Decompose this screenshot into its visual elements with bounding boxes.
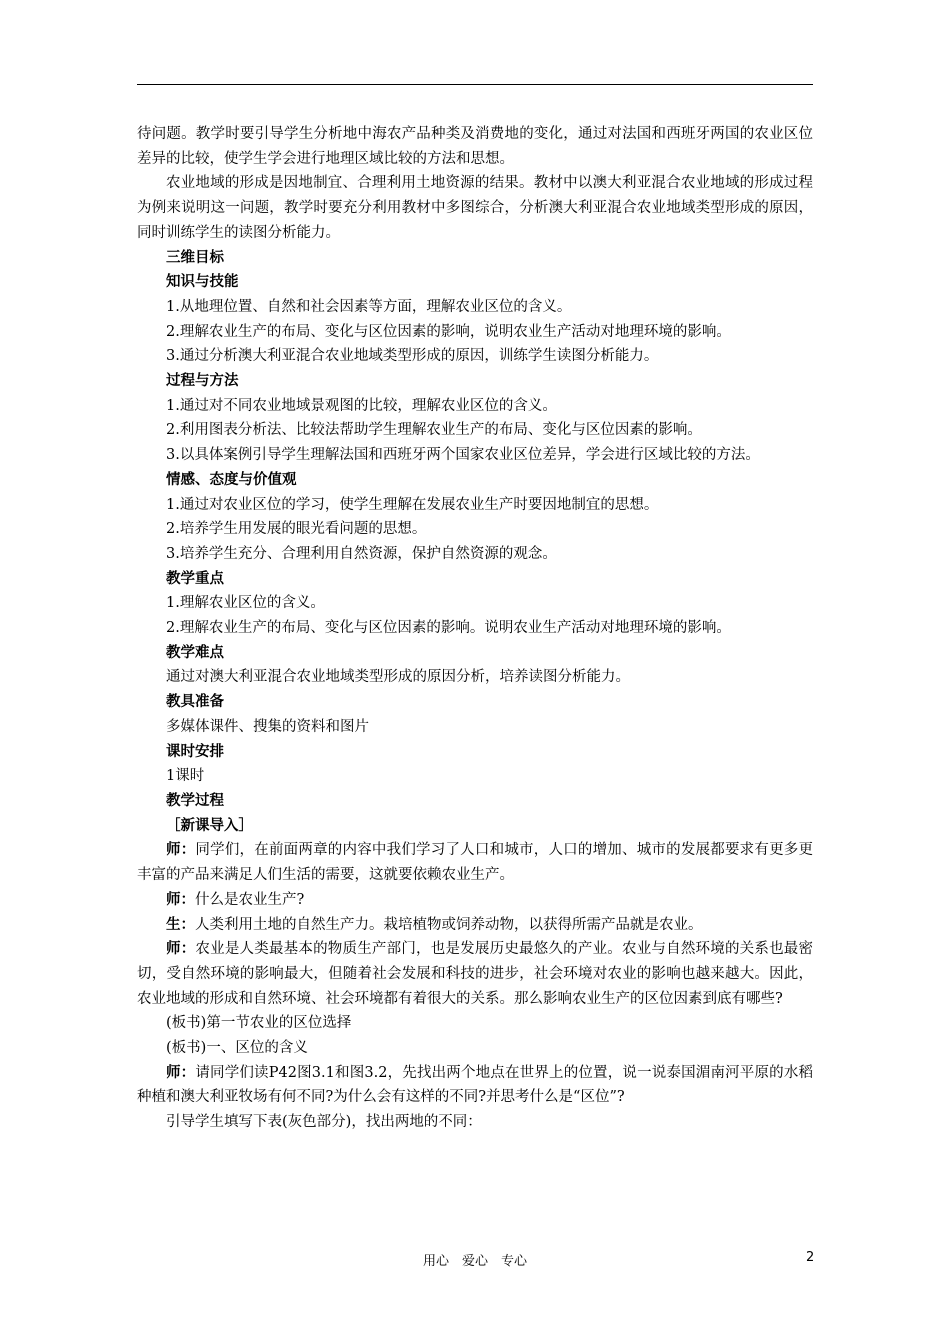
speaker-label: 师：: [166, 941, 196, 958]
body-paragraph: 3.通过分析澳大利亚混合农业地域类型形成的原因，训练学生读图分析能力。: [166, 348, 659, 365]
body-paragraph: 待问题。教学时要引导学生分析地中海农产品种类及消费地的变化，通过对法国和西班牙两国的农业区位差异的比较，使学生学会进行地理区域比较的方法和思想。: [137, 126, 813, 167]
dialogue-line: [137, 937, 813, 1011]
section-heading: 课时安排: [166, 743, 224, 760]
dialogue-line: [137, 913, 813, 938]
header-rule: [137, 84, 813, 85]
section-heading: 过程与方法: [166, 373, 239, 390]
section-heading: 教学重点: [166, 570, 224, 587]
body-paragraph: 通过对澳大利亚混合农业地域类型形成的原因分析，培养读图分析能力。: [166, 669, 630, 686]
body-paragraph: 2.培养学生用发展的眼光看问题的思想。: [166, 521, 427, 538]
speaker-label: 师：: [166, 891, 195, 908]
speaker-label: 生：: [166, 916, 195, 933]
body-paragraph: 2.理解农业生产的布局、变化与区位因素的影响，说明农业生产活动对地理环境的影响。: [166, 323, 731, 340]
dialogue-line: [137, 888, 813, 913]
body-paragraph: 3.培养学生充分、合理利用自然资源，保护自然资源的观念。: [166, 545, 557, 562]
body-paragraph: 农业地域的形成是因地制宜、合理利用土地资源的结果。教材中以澳大利亚混合农业地域的形成过程为例来说明这一问题，教学时要充分利用教材中多图综合，分析澳大利亚混合农业地域类型形成的原因，同时训练学生的读图分析能力。: [137, 175, 813, 241]
body-paragraph: 多媒体课件、搜集的资料和图片: [166, 718, 369, 735]
footer-motto: 用心 爱心 专心: [422, 1254, 527, 1269]
speaker-label: 师：: [166, 1064, 196, 1081]
speaker-label: 师：: [166, 842, 196, 859]
dialogue-text: 农业是人类最基本的物质生产部门，也是发展历史最悠久的产业。农业与自然环境的关系也最密切，受自然环境的影响最大，但随着社会发展和科技的进步，社会环境对农业的影响也越来越大。因此，农业地域的形成和自然环境、社会环境都有着很大的关系。那么影响农业生产的区位因素到底有哪些?: [137, 941, 813, 1007]
page-number: 2: [806, 1250, 815, 1265]
body-paragraph: 3.以具体案例引导学生理解法国和西班牙两个国家农业区位差异，学会进行区域比较的方法。: [166, 447, 760, 464]
section-heading: 三维目标: [166, 249, 224, 266]
section-heading: 情感、态度与价值观: [166, 471, 297, 488]
body-paragraph: 1.理解农业区位的含义。: [166, 595, 325, 612]
dialogue-text: 人类利用土地的自然生产力。栽培植物或饲养动物，以获得所需产品就是农业。: [195, 916, 703, 933]
section-heading: 知识与技能: [166, 274, 239, 291]
dialogue-line: [137, 1061, 813, 1110]
section-heading: 教学过程: [166, 792, 224, 809]
section-heading: 教学难点: [166, 644, 224, 661]
body-paragraph: (板书)一、区位的含义: [166, 1040, 308, 1057]
body-paragraph: (板书)第一节农业的区位选择: [166, 1015, 352, 1032]
body-paragraph: 2.利用图表分析法、比较法帮助学生理解农业生产的布局、变化与区位因素的影响。: [166, 422, 702, 439]
document-body: [137, 122, 813, 1135]
dialogue-text: 同学们，在前面两章的内容中我们学习了人口和城市，人口的增加、城市的发展都要求有更多更丰富的产品来满足人们生活的需要，这就要依赖农业生产。: [137, 842, 813, 884]
body-paragraph: 1.通过对农业区位的学习，使学生理解在发展农业生产时要因地制宜的思想。: [166, 496, 659, 513]
body-paragraph: 1.通过对不同农业地域景观图的比较，理解农业区位的含义。: [166, 397, 557, 414]
body-paragraph: 引导学生填写下表(灰色部分)，找出两地的不同：: [166, 1114, 482, 1131]
dialogue-line: [137, 838, 813, 887]
section-heading: 教具准备: [166, 694, 224, 711]
section-heading: ［新课导入］: [166, 817, 253, 834]
body-paragraph: 2.理解农业生产的布局、变化与区位因素的影响。说明农业生产活动对地理环境的影响。: [166, 620, 731, 637]
body-paragraph: 1课时: [166, 768, 205, 785]
dialogue-text: 请同学们读P42图3.1和图3.2，先找出两个地点在世界上的位置，说一说泰国湄南河平原的水稻种植和澳大利亚牧场有何不同?为什么会有这样的不同?并思考什么是“区位”?: [137, 1064, 814, 1106]
dialogue-text: 什么是农业生产?: [195, 891, 305, 908]
body-paragraph: 1.从地理位置、自然和社会因素等方面，理解农业区位的含义。: [166, 298, 572, 315]
